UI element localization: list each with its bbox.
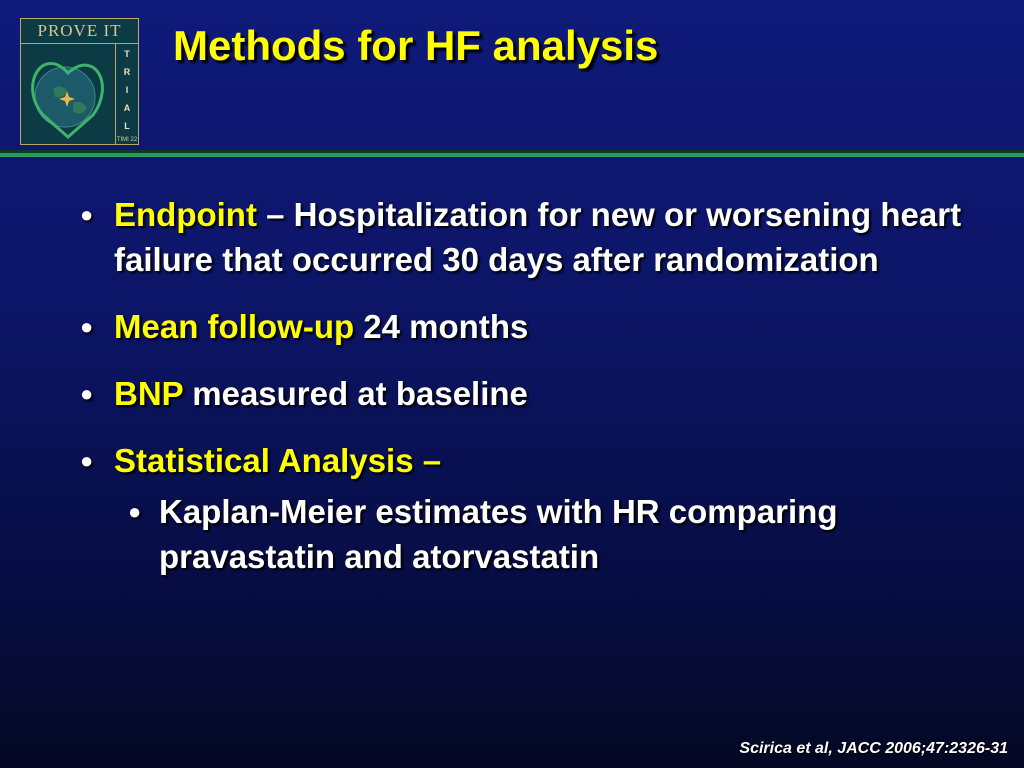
bullet-follow-up — [80, 304, 1000, 349]
bullet-dot-icon: ● — [80, 381, 94, 406]
bullet-dot-icon: ● — [80, 202, 94, 227]
logo-timi-label: TIMI 22 — [116, 137, 138, 143]
logo-letter: I — [125, 85, 129, 95]
bullet-dot-icon: ● — [80, 314, 94, 339]
bullet-dot-icon: ● — [80, 448, 94, 473]
title-divider — [0, 153, 1024, 157]
bullet-statistical-analysis — [80, 438, 1000, 579]
bullet-label: Endpoint — [114, 196, 257, 233]
bullet-text: measured at baseline — [183, 375, 528, 412]
logo-side-column — [115, 43, 138, 144]
heart-globe-icon — [23, 45, 113, 141]
bullet-label: Statistical Analysis — [114, 442, 414, 479]
logo-letter: A — [123, 103, 131, 113]
bullet-bnp — [80, 371, 1000, 416]
sub-bullet-text: Kaplan-Meier estimates with HR comparing pravastatin and atorvastatin — [159, 493, 838, 575]
bullet-text: – Hospitalization for new or worsening heart failure that occurred 30 days after randomization — [114, 196, 962, 278]
prove-it-trial-logo — [20, 18, 139, 145]
logo-letter: L — [124, 121, 130, 131]
logo-letter: R — [123, 67, 131, 77]
sub-bullet-dot-icon: ● — [128, 499, 142, 524]
bullet-label: Mean follow-up — [114, 308, 355, 345]
sub-bullet-kaplan-meier — [128, 489, 1000, 579]
bullet-endpoint — [80, 192, 1000, 282]
logo-title: PROVE IT — [21, 19, 138, 44]
bullet-list — [80, 192, 1000, 601]
bullet-label: BNP — [114, 375, 184, 412]
logo-letter: T — [124, 49, 130, 59]
slide-title: Methods for HF analysis — [173, 22, 659, 69]
bullet-text: 24 months — [354, 308, 529, 345]
bullet-text: – — [413, 442, 442, 479]
citation: Scirica et al, JACC 2006;47:2326-31 — [739, 740, 1008, 757]
